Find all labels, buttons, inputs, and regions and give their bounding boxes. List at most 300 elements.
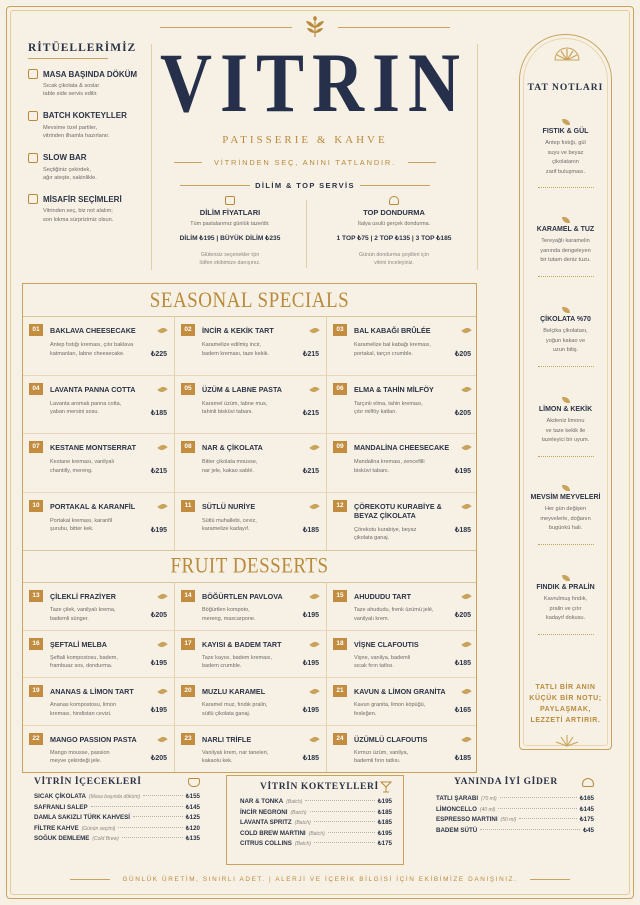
ritual-heading (28, 69, 148, 79)
item-desc (50, 341, 150, 359)
item-name (354, 640, 419, 649)
tasting-note-line: yanında dengeleyen (540, 247, 591, 254)
item-name-line: NARLI TRİFLE (202, 734, 252, 744)
item-desc-line: Antep fıstığı kreması, çıtır baklava (50, 342, 134, 348)
drinks-section (34, 777, 200, 842)
beverage-note: (Batch) (294, 841, 312, 848)
leaf-icon (309, 592, 319, 601)
menu-item (23, 375, 175, 434)
tasting-note-line: bugünkü hali. (548, 525, 583, 531)
divider-right (477, 44, 478, 270)
item-price: ₺225 (150, 351, 167, 358)
ritual-title: MASA BAŞINDA DÖKÜM (43, 69, 138, 79)
dotted-divider (538, 544, 594, 545)
item-price: ₺205 (454, 612, 471, 619)
item-desc-line: frambuaz sos, dondurma. (50, 663, 113, 670)
item-price: ₺185 (454, 659, 471, 667)
item-name-line: SÜTLÜ NURİYE (202, 501, 256, 511)
beverage-row (240, 798, 392, 805)
item-name-line: ÜZÜM & LABNE PASTA (202, 384, 282, 394)
tasting-note-line: yoğun kakao ve (545, 337, 586, 344)
ritual-desc: Seçtiğiniz çekirdek, (43, 166, 91, 173)
tasting-note-line: bir tutam deniz tuzu. (540, 257, 591, 263)
item-desc-line: Karamelize bal kabağı kreması, (354, 342, 432, 348)
dot-leader (143, 795, 183, 796)
leaf-icon (562, 307, 570, 313)
item-desc (354, 458, 454, 476)
item-name-line: MANDALİNA CHEESECAKE (354, 443, 450, 452)
ritual-heading (28, 153, 148, 163)
item-price: ₺185 (454, 754, 471, 762)
item-name-line: BEYAZ ÇİKOLATA (354, 510, 416, 520)
item-desc-line: Taze kayısı, badem kreması, (202, 654, 272, 661)
leaf-icon (157, 385, 167, 394)
item-desc (202, 400, 302, 418)
sunburst-bottom-icon (553, 733, 581, 747)
item-desc-line: nar jele, kakao sablé. (202, 467, 254, 474)
item-desc-line: Vanilyalı krem, nar taneleri, (202, 749, 269, 756)
fruit-title: FRUIT DESSERTS (170, 554, 329, 579)
item-desc (202, 517, 302, 535)
item-desc-line: Mango mousse, passion (50, 749, 110, 756)
ritual-item (28, 111, 148, 141)
item-name-line: ÜZÜMLÜ CLAFOUTIS (354, 734, 428, 744)
cocktails-title: VİTRİN KOKTEYLLERİ (260, 782, 379, 792)
item-name-line: KESTANE MONTSERRAT (50, 443, 136, 452)
slice-pricing (160, 196, 300, 268)
item-price: ₺185 (454, 526, 471, 534)
beverage-row (34, 814, 200, 821)
item-desc (354, 526, 454, 544)
beverage-name: SOĞUK DEMLEME (34, 835, 90, 843)
leaf-icon (461, 640, 471, 649)
item-desc (50, 458, 150, 476)
leaf-icon (461, 735, 471, 744)
ritual-heading (28, 111, 148, 121)
beverage-name: SAFRANLI SALEP (34, 803, 88, 811)
tasting-note (520, 397, 611, 457)
item-name (50, 592, 116, 601)
tasting-note-line: Akdeniz limonu (546, 418, 585, 424)
tasting-note-title: MEVSİM MEYVELERİ (530, 494, 601, 501)
item-desc-line: Bitter çikolata mousse, (202, 459, 258, 465)
ritual-heading (28, 194, 148, 204)
drinks-title: VİTRİN İÇECEKLERİ (34, 777, 142, 787)
menu-item (175, 492, 327, 551)
beverage-note: (Cold Brew) (92, 836, 119, 843)
item-name (202, 592, 283, 601)
menu-item (175, 725, 327, 773)
item-desc-line: Taze ahududu, frenk üzümü jelé, (354, 607, 434, 613)
item-desc-line: Mandalina kreması, zencefilli (354, 459, 425, 465)
item-desc-line: Böğürtlen kompoto, (202, 607, 250, 613)
leaf-icon (562, 575, 570, 581)
item-desc-line: kakaolu kek. (202, 758, 233, 765)
tasting-note-line: uzun bitiş. (552, 347, 579, 353)
menu-item (23, 316, 175, 375)
service-rule-right (360, 185, 430, 186)
item-desc (50, 749, 150, 767)
dotted-divider (538, 634, 594, 635)
sides-section (436, 777, 594, 834)
item-price: ₺195 (150, 659, 167, 667)
beverage-row (240, 819, 392, 826)
item-desc (202, 606, 302, 624)
beverage-price: ₺195 (377, 829, 392, 837)
beverage-name: İNCİR NEGRONI (240, 808, 288, 816)
ritual-icon (28, 153, 38, 163)
leaf-icon (157, 502, 167, 511)
item-name (354, 502, 442, 520)
beverage-name: FİLTRE KAHVE (34, 824, 79, 832)
item-desc (50, 606, 150, 624)
dot-leader (480, 829, 580, 830)
item-price: ₺195 (150, 707, 167, 714)
leaf-icon (461, 502, 471, 511)
tagline-rule-right (408, 162, 436, 163)
item-name (202, 640, 281, 649)
item-desc-line: badem crumble. (202, 663, 242, 670)
tasting-note-title: KARAMEL & TUZ (536, 226, 595, 233)
dot-leader (118, 827, 182, 828)
brand-subtitle: PATISSERIE & KAHVE (222, 134, 388, 146)
leaf-icon (309, 735, 319, 744)
dot-leader (133, 816, 183, 817)
item-desc-line: Tarçınlı elma, tahin kreması, (354, 400, 423, 407)
item-desc-line: Kavun granita, limon köpüğü, (354, 702, 426, 708)
tasting-note-desc (530, 505, 602, 534)
dotted-divider (538, 276, 594, 277)
dot-leader (314, 821, 375, 822)
cocktails-section (240, 781, 392, 847)
item-desc (354, 606, 454, 624)
item-name-line: ÇÖREKOTU KURABİYE & (354, 501, 442, 511)
item-name-line: LAVANTA PANNA COTTA (50, 384, 136, 394)
tasting-note-line: Tereyağlı karamelin (541, 238, 590, 244)
slice-desc: Tüm pastalarımız günlük taze/dir. (190, 221, 270, 227)
item-desc (50, 654, 150, 672)
item-desc (354, 341, 454, 359)
ritual-desc: vitrinden ilhamla hazırlanır. (43, 133, 110, 140)
item-name (354, 326, 431, 335)
item-number: 03 (333, 324, 347, 336)
beverage-price: ₺45 (583, 826, 594, 834)
cake-slice-icon (225, 196, 235, 205)
item-desc-line: yaban mersini sosu. (50, 409, 99, 416)
item-desc-line: bademli fırın tatlısı. (354, 758, 401, 765)
beverage-price: ₺155 (185, 793, 200, 800)
leaf-icon (562, 217, 570, 223)
dot-leader (91, 806, 183, 807)
item-name (50, 687, 134, 696)
item-price: ₺195 (454, 468, 471, 475)
leaf-icon (157, 735, 167, 744)
item-desc (354, 400, 454, 418)
item-desc-line: Karamel muz, fındık pralin, (202, 702, 268, 708)
cocktail-glass-icon (380, 781, 392, 793)
item-price: ₺205 (454, 409, 471, 417)
beverage-price: ₺135 (185, 835, 200, 843)
ritual-title: BATCH KOKTEYLLER (43, 111, 127, 121)
menu-item (327, 677, 479, 725)
divider-left (151, 44, 152, 270)
dot-leader (328, 832, 375, 833)
footer-rule-right (530, 879, 570, 880)
beverage-row (34, 804, 200, 811)
beverage-note: (Batch) (286, 799, 303, 805)
beverage-note: (Masa başında döküm) (89, 794, 141, 800)
item-number: 13 (29, 590, 43, 602)
tasting-note-title: FISTIK & GÜL (542, 128, 589, 135)
tasting-note-desc (530, 595, 602, 624)
item-desc (202, 654, 302, 672)
item-name-line: ANANAS & LİMON TART (50, 687, 134, 696)
item-desc-line: Şeftali kompostosu, badem, (50, 654, 118, 661)
rituals-section (28, 42, 148, 236)
tasting-note-title: LİMON & KEKİK (538, 406, 593, 413)
beverage-price: ₺165 (579, 795, 594, 802)
ritual-desc: Mevsime özel partiler, (43, 124, 98, 131)
beverage-row (240, 840, 392, 847)
item-desc (354, 701, 454, 719)
scoop-pricing (324, 196, 464, 268)
ritual-desc: son lokma sürprizimiz olsun. (43, 216, 114, 223)
beverage-price: ₺175 (377, 840, 392, 848)
beverage-row (34, 835, 200, 842)
tagline: VİTRİNDEN SEÇ, ANINI TATLANDIR. (213, 158, 397, 167)
beverage-note: (Günün seçimi) (81, 825, 116, 832)
item-desc-line: Taze çilek, vanilyalı krema, (50, 607, 116, 613)
pricing-divider (306, 200, 307, 268)
item-desc-line: Karamelize edilmiş incir, (202, 342, 261, 348)
header-rule-right (338, 27, 450, 28)
menu-item (175, 433, 327, 492)
item-desc-line: çıtır milföy katları. (354, 409, 398, 416)
beverage-row (436, 827, 594, 834)
item-price: ₺205 (150, 754, 167, 762)
item-name-line: MUZLU KARAMEL (202, 687, 266, 696)
beverage-name: LAVANTA SPRITZ (240, 819, 292, 827)
item-desc-line: şurubu, bitter kek. (50, 526, 94, 533)
beverage-name: CITRUS COLLINS (240, 840, 292, 848)
item-name (50, 326, 136, 335)
menu-item (23, 433, 175, 492)
dot-leader (498, 808, 576, 809)
leaf-icon (157, 687, 167, 696)
item-desc-line: portakal, tarçın crumble. (354, 350, 413, 357)
item-number: 05 (181, 383, 195, 395)
item-desc-line: chantilly, mereng. (50, 467, 93, 474)
item-name (50, 443, 136, 452)
menu-item (175, 316, 327, 375)
item-price: ₺205 (150, 612, 167, 619)
ritual-icon (28, 111, 38, 121)
item-name-line: KAYISI & BADEM TART (202, 639, 282, 649)
tasting-note-line: kadayıf dokusu. (545, 615, 586, 621)
item-name-line: BÖĞÜRTLEN PAVLOVA (202, 592, 283, 601)
rituals-title: RİTÜELLERİMİZ (28, 42, 137, 54)
ritual-item (28, 194, 148, 224)
beverage-name: ESPRESSO MARTINI (436, 816, 498, 824)
scoop-note: Günün dondurma çeşitleri için vitrini inceleyiniz. (358, 252, 430, 266)
beverage-name: SICAK ÇİKOLATA (34, 793, 87, 800)
item-name-line: ÇİLEKLİ FRAZİYER (50, 592, 116, 601)
beverage-name: LİMONCELLO (436, 805, 477, 813)
item-number: 12 (333, 500, 347, 512)
leaf-icon (461, 326, 471, 335)
tasting-note-desc (530, 139, 602, 177)
header-rule-left (160, 27, 292, 28)
tasting-notes-closing: TATLI BİR ANIN KÜÇÜK BİR NOTU; PAYLAŞMAK, LEZZETİ ARTIRIR. (529, 684, 602, 724)
item-desc-line: badem kreması, taze kekik. (202, 350, 269, 357)
tasting-note-line: Her gün değişen (544, 506, 587, 512)
ritual-icon (28, 194, 38, 204)
item-desc-line: meyve çekirdeği jele. (50, 758, 102, 765)
menu-item (175, 630, 327, 678)
beverage-row (34, 825, 200, 832)
item-price: ₺185 (302, 754, 319, 762)
beverage-row (240, 830, 392, 837)
item-desc (202, 701, 302, 719)
item-name (354, 443, 449, 452)
item-desc-line: Kestane kreması, vanilyalı (50, 459, 115, 465)
tasting-note-desc (530, 237, 602, 266)
beverage-note: (50 ml) (500, 817, 517, 824)
tasting-note-line: meyvelerle, doğanın (540, 515, 591, 522)
item-desc-line: Çörekotu kurabiye, beyaz (354, 526, 417, 533)
tasting-note-desc (530, 417, 602, 446)
brand-name: VITRIN (160, 35, 469, 130)
item-desc-line: Portakal kreması, karanfil (50, 517, 113, 524)
dessert-icon (582, 778, 594, 787)
item-name (50, 735, 137, 744)
tasting-note-line: Kavrulmuş fındık, (543, 596, 588, 602)
item-number: 07 (29, 441, 43, 453)
menu-item (175, 375, 327, 434)
menu-item (175, 677, 327, 725)
menu-item (327, 492, 479, 551)
beverage-note: (70 ml) (481, 796, 497, 802)
leaf-icon (562, 485, 570, 491)
tasting-note-desc (530, 327, 602, 356)
dot-leader (305, 800, 374, 801)
item-price: ₺195 (302, 612, 319, 619)
item-desc-line: vanilyalı krem. (354, 615, 390, 622)
beverage-note: (40 ml) (479, 806, 496, 813)
item-name (202, 687, 265, 696)
footer-note: GÜNLÜK ÜRETİM, SINIRLI ADET. | ALERJİ VE İÇERİK BİLGİSİ İÇİN EKİBİMİZE DANIŞINIZ. (122, 876, 518, 883)
item-desc-line: Vişne, vanilya, bademli (354, 654, 411, 661)
item-price: ₺215 (302, 468, 319, 475)
item-number: 16 (29, 638, 43, 650)
beverage-price: ₺120 (185, 824, 200, 832)
menu-item (175, 582, 327, 630)
ritual-title: SLOW BAR (43, 153, 87, 163)
item-name (354, 385, 434, 394)
item-desc-line: bademli sünger. (50, 615, 89, 622)
item-name-line: AHUDUDU TART (354, 592, 411, 601)
item-name (354, 735, 427, 744)
dotted-divider (538, 456, 594, 457)
slice-title: DİLİM FİYATLARI (199, 208, 261, 217)
beverage-note: (Batch) (290, 809, 307, 816)
beverage-row (436, 816, 594, 823)
beverage-row (436, 806, 594, 813)
item-number: 02 (181, 324, 195, 336)
menu-item (327, 725, 479, 773)
beverage-row (240, 809, 392, 816)
item-price: ₺215 (302, 351, 319, 358)
item-number: 06 (333, 383, 347, 395)
tasting-note-title: ÇİKOLATA %70 (540, 316, 591, 323)
tasting-note-line: Belçika çikolatası, (543, 328, 588, 334)
item-name-line: VİŞNE CLAFOUTIS (354, 639, 419, 649)
tasting-note-line: suyu ve beyaz (547, 149, 584, 156)
ritual-item (28, 69, 148, 99)
ritual-desc: Sıcak çikolata & soslar (43, 83, 100, 89)
leaf-icon (461, 385, 471, 394)
item-desc-line: karamelize kadayıf. (202, 526, 250, 533)
item-desc (202, 341, 302, 359)
item-number: 01 (29, 324, 43, 336)
item-price: ₺185 (150, 409, 167, 417)
leaf-icon (309, 687, 319, 696)
item-desc (202, 458, 302, 476)
beverage-name: TATLI ŞARABI (436, 795, 479, 802)
beverage-note: (Batch) (294, 820, 311, 827)
item-desc-line: tahinli bisküvi tabanı. (202, 409, 254, 416)
menu-item (327, 316, 479, 375)
item-number: 23 (181, 733, 195, 745)
item-number: 24 (333, 733, 347, 745)
beverage-note: (Batch) (308, 830, 325, 837)
leaf-icon (309, 640, 319, 649)
leaf-icon (461, 592, 471, 601)
item-number: 19 (29, 685, 43, 697)
item-number: 20 (181, 685, 195, 697)
item-name-line: ŞEFTALİ MELBA (50, 639, 107, 649)
item-name-line: İNCİR & KEKİK TART (202, 326, 274, 335)
row-divider (23, 550, 476, 551)
item-number: 11 (181, 500, 195, 512)
item-desc-line: Sütlü muhallebi, ceviz, (202, 517, 257, 524)
item-name-line: BAKLAVA CHEESECAKE (50, 326, 136, 335)
item-price: ₺195 (302, 659, 319, 667)
dot-leader (122, 837, 183, 838)
tasting-note-line: Antep fıstığı, gül (545, 140, 586, 146)
tasting-note-line: çikolatanın (552, 159, 579, 165)
menu-item (23, 630, 175, 678)
item-name (202, 735, 251, 744)
item-name (354, 687, 446, 696)
beverage-price: ₺175 (579, 816, 594, 824)
ritual-desc: ağır ateşte, sakinlikle. (43, 174, 97, 181)
item-name (202, 326, 274, 335)
tasting-note (520, 119, 611, 188)
scoop-prices: 1 TOP ₺75 | 2 TOP ₺135 | 3 TOP ₺185 (336, 235, 452, 242)
beverage-name: NAR & TONKA (240, 798, 284, 805)
slice-prices: DİLİM ₺195 | BÜYÜK DİLİM ₺235 (179, 235, 281, 242)
tasting-note (520, 485, 611, 545)
tasting-note-line: tazeleyici bir uyum. (541, 437, 590, 443)
item-price: ₺215 (302, 409, 319, 417)
service-title: DİLİM & TOP SERVİS (255, 181, 355, 190)
tasting-note-line: zarif buluşması. (545, 168, 586, 175)
item-price: ₺195 (302, 707, 319, 714)
item-name (50, 640, 107, 649)
leaf-icon (461, 443, 471, 452)
item-name-line: ELMA & TAHİN MİLFÖY (354, 384, 434, 394)
